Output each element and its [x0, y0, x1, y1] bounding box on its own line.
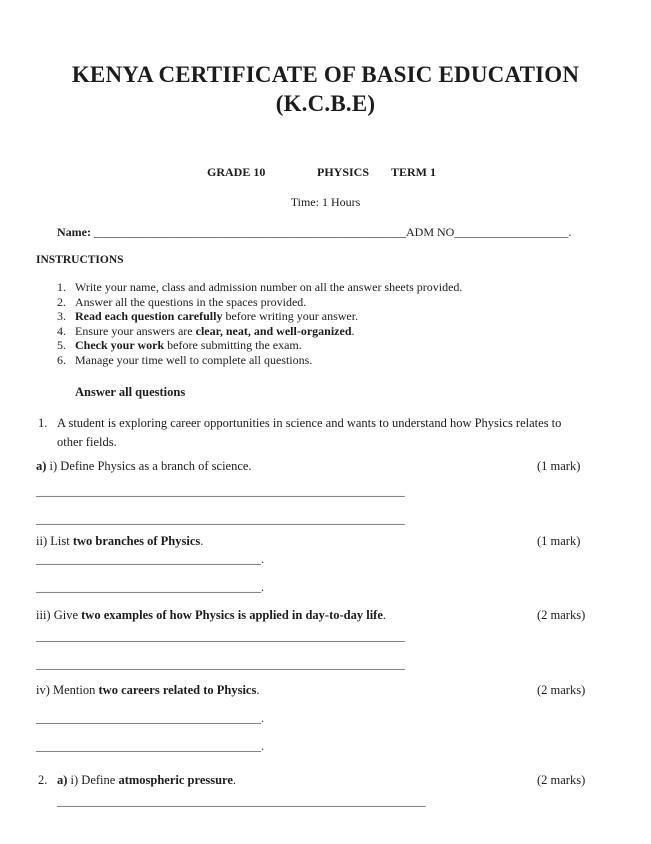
page-title: [0, 60, 651, 118]
question-1iii-row: [36, 608, 631, 625]
instruction-text: before submitting the exam.: [164, 338, 302, 353]
adm-line-period: .: [568, 225, 572, 239]
instruction-number: 5.: [57, 338, 66, 353]
instruction-item-2: [57, 295, 631, 310]
question-1ii-text-bold: two branches of Physics: [72, 534, 201, 548]
question-1iv-row: [36, 683, 631, 700]
instruction-number: 2.: [57, 294, 66, 309]
answer-line: ___________________________________________________________: [57, 794, 426, 808]
name-label: Name:: [57, 225, 91, 239]
answer-line: ___________________________________________________________: [36, 512, 405, 526]
instruction-text: Answer all the questions in the spaces provided.: [75, 294, 307, 309]
instruction-number: 4.: [57, 323, 66, 338]
question-1a-text: i) Define Physics as a branch of science.: [46, 459, 252, 473]
instruction-number: 1.: [57, 280, 66, 294]
question-1a-marks: (1 mark): [537, 459, 581, 473]
answer-line: ____________________________________.: [36, 580, 265, 594]
name-blank-line: ____________________________________________________: [93, 225, 406, 239]
term-label: TERM 1: [391, 165, 436, 179]
answer-all-questions-label: Answer all questions: [75, 385, 186, 399]
answer-line: ____________________________________.: [36, 552, 265, 566]
answer-line: ____________________________________.: [36, 711, 265, 725]
question-2a-text: i) Define: [67, 773, 119, 787]
instruction-text-bold: Check your work: [75, 338, 165, 353]
question-1a-label: a): [36, 459, 47, 473]
instruction-text-bold: clear, neat, and well-organized: [195, 323, 352, 338]
answer-line: ___________________________________________________________: [36, 484, 405, 498]
instructions-list: [57, 280, 631, 368]
instruction-text: .: [351, 323, 355, 338]
question-1-intro: [38, 414, 631, 452]
adm-no-label: ADM NO: [405, 225, 455, 239]
question-1iv-text-bold: two careers related to Physics: [98, 683, 257, 697]
question-1iii-text-bold: two examples of how Physics is applied in day-to-day life: [81, 608, 383, 622]
instruction-item-3: [57, 309, 631, 324]
instruction-number: 6.: [57, 352, 66, 367]
question-2a-text-end: .: [232, 773, 237, 787]
instruction-text: Manage your time well to complete all questions.: [75, 352, 313, 367]
exam-meta-row: [0, 165, 651, 181]
question-1-text: [57, 414, 561, 452]
question-1-number: 1.: [38, 416, 48, 430]
grade-label: GRADE 10: [207, 165, 266, 179]
question-2a-label: a): [57, 773, 68, 787]
question-1iii-marks: (2 marks): [537, 608, 586, 622]
question-1a-row: [36, 459, 631, 476]
question-1iii-text-end: .: [382, 608, 387, 622]
question-1ii-row: [36, 534, 631, 551]
title-line-1: KENYA CERTIFICATE OF BASIC EDUCATION: [71, 62, 580, 87]
instruction-text: before writing your answer.: [222, 309, 359, 324]
instruction-text: Ensure your answers are: [75, 323, 196, 338]
question-1ii-text: ii) List: [36, 534, 73, 548]
question-1-text-line1: A student is exploring career opportunities in science and wants to understand how Physics relates to: [57, 416, 562, 430]
question-1iv-marks: (2 marks): [537, 683, 586, 697]
instruction-number: 3.: [57, 309, 66, 324]
question-2a-row: [36, 773, 631, 790]
question-2-number: 2.: [38, 773, 48, 787]
question-1iv-text: iv) Mention: [36, 683, 99, 697]
question-1ii-marks: (1 mark): [537, 534, 581, 548]
instruction-item-1: [57, 280, 631, 295]
instruction-item-4: [57, 324, 631, 339]
answer-line: ___________________________________________________________: [36, 657, 405, 671]
instruction-item-5: [57, 338, 631, 353]
question-1iv-text-end: .: [256, 683, 260, 697]
answer-line: ____________________________________.: [36, 739, 265, 753]
subject-label: PHYSICS: [317, 165, 370, 179]
instruction-text: Write your name, class and admission number on all the answer sheets provided.: [75, 280, 463, 294]
question-2a-text-bold: atmospheric pressure: [118, 773, 233, 787]
adm-blank-line: ___________________: [454, 225, 569, 239]
instruction-text-bold: Read each question carefully: [75, 309, 223, 324]
instructions-heading: INSTRUCTIONS: [36, 254, 124, 266]
answer-line: ___________________________________________________________: [36, 629, 405, 643]
instruction-item-6: [57, 353, 631, 368]
time-allowed: Time: 1 Hours: [290, 195, 361, 209]
question-2a-marks: (2 marks): [537, 773, 586, 787]
question-1-text-line2: other fields.: [57, 435, 117, 449]
question-1iii-text: iii) Give: [36, 608, 82, 622]
name-adm-row: [57, 225, 631, 240]
title-line-2: (K.C.B.E): [275, 91, 376, 116]
question-1ii-text-end: .: [200, 534, 204, 548]
